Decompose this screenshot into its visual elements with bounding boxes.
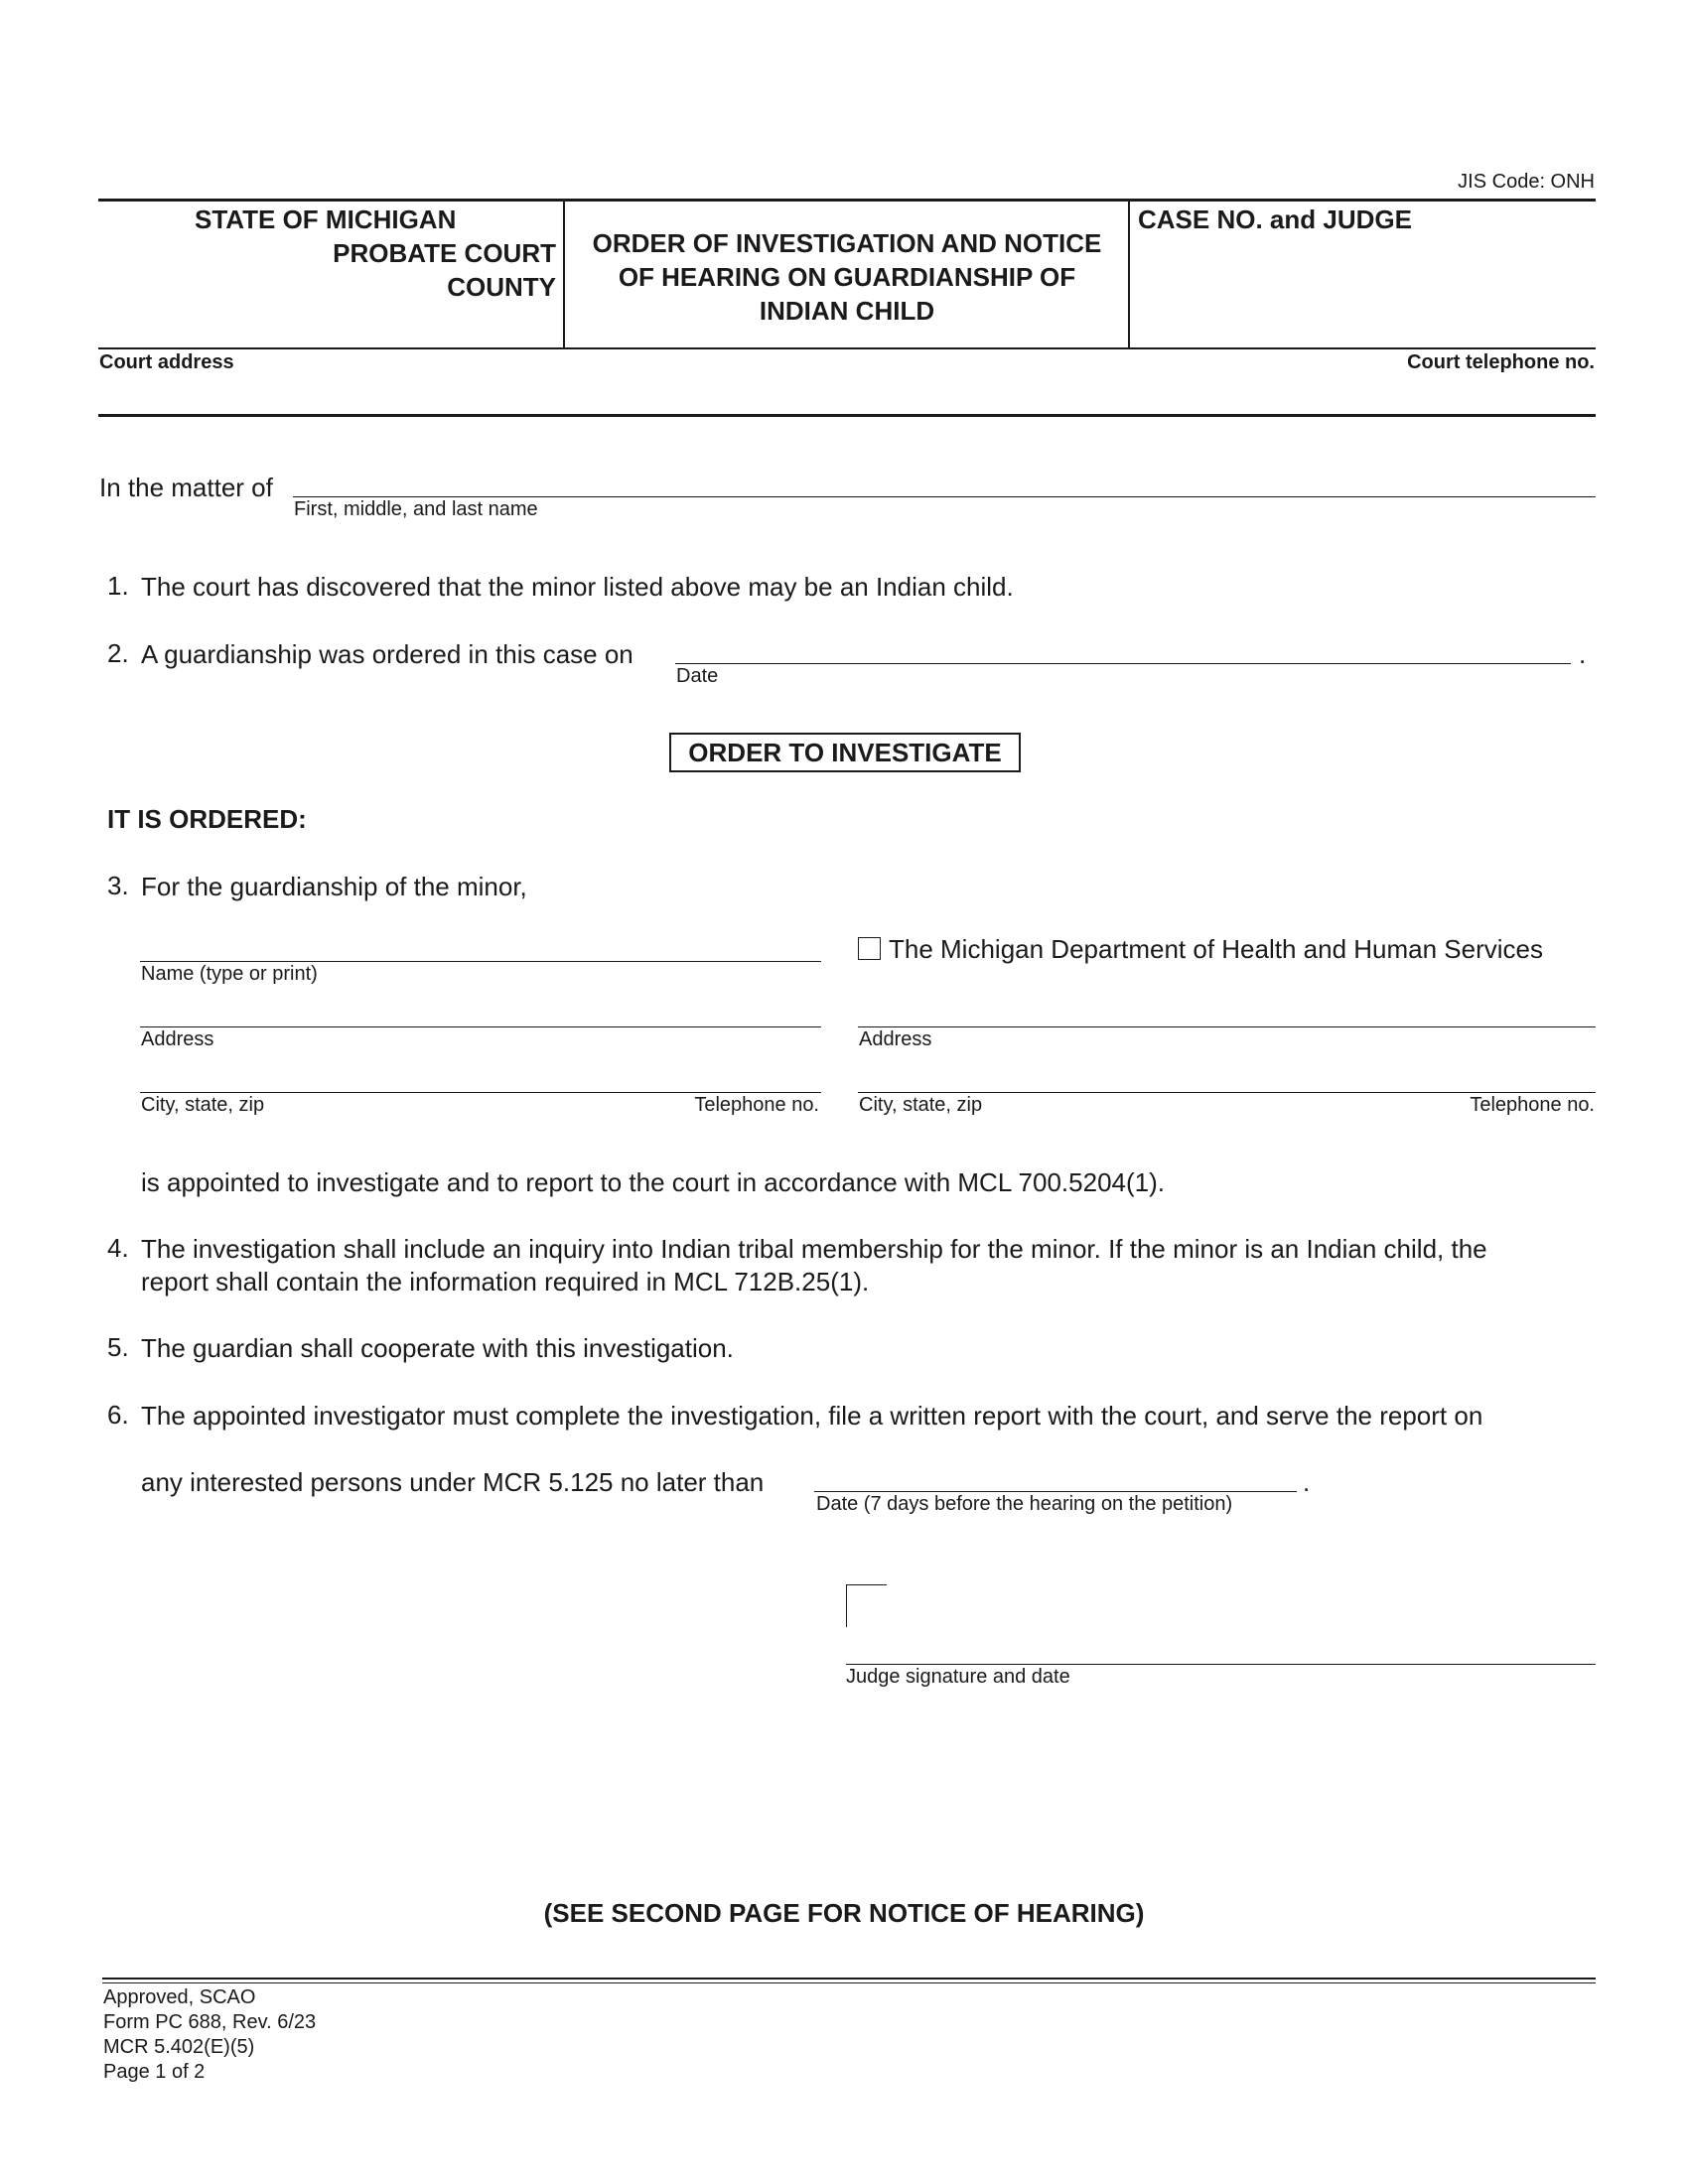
judge-signature-caption: Judge signature and date	[846, 1666, 1070, 1688]
mdhhs-checkbox[interactable]	[858, 937, 881, 960]
see-second-page-note: (SEE SECOND PAGE FOR NOTICE OF HEARING)	[543, 1898, 1145, 1928]
report-date-input[interactable]	[816, 1460, 1297, 1492]
court-phone-input[interactable]	[1311, 379, 1598, 413]
investigator-address-line	[140, 1026, 821, 1027]
investigator-name-caption: Name (type or print)	[141, 963, 318, 985]
case-no-judge-input[interactable]	[1138, 246, 1594, 338]
footer-page-number: Page 1 of 2	[103, 2061, 206, 2083]
item-2-number: 2.	[107, 638, 129, 668]
footer-approved: Approved, SCAO	[103, 1986, 256, 2008]
judge-signature-line[interactable]	[846, 1664, 1596, 1665]
investigator-city-line	[140, 1092, 821, 1093]
mdhhs-city-line	[858, 1092, 1596, 1093]
header-divider-right	[1128, 199, 1130, 349]
item-1-number: 1.	[107, 571, 129, 601]
investigator-phone-input[interactable]	[645, 1061, 820, 1093]
item-1-text: The court has discovered that the minor listed above may be an Indian child.	[141, 572, 1014, 602]
court-phone-label: Court telephone no.	[1407, 351, 1595, 373]
item-3-number: 3.	[107, 871, 129, 900]
county-label: COUNTY	[447, 272, 556, 302]
mdhhs-label: The Michigan Department of Health and Human Services	[889, 934, 1543, 964]
item-6-line-2: any interested persons under MCR 5.125 no later than	[141, 1467, 765, 1497]
investigator-city-caption: City, state, zip	[141, 1094, 265, 1116]
mdhhs-address-line	[858, 1026, 1596, 1027]
court-label: PROBATE COURT	[333, 238, 556, 268]
item-6-line-1: The appointed investigator must complete the investigation, file a written report with the court, and serve the report on	[141, 1401, 1483, 1431]
mdhhs-city-caption: City, state, zip	[859, 1094, 983, 1116]
order-to-investigate-heading: ORDER TO INVESTIGATE	[669, 733, 1021, 772]
case-no-judge-label: CASE NO. and JUDGE	[1138, 205, 1412, 234]
item-6-number: 6.	[107, 1400, 129, 1430]
footer-rule-top	[102, 1978, 1596, 1979]
guardianship-date-caption: Date	[676, 665, 719, 687]
item-2-period: .	[1579, 639, 1587, 669]
item-4-line-1: The investigation shall include an inquiry into Indian tribal membership for the minor. If the minor is an Indian child, the	[141, 1234, 1487, 1264]
jis-code: JIS Code: ONH	[1458, 171, 1595, 193]
investigator-address-input[interactable]	[141, 996, 820, 1027]
footer-form-number: Form PC 688, Rev. 6/23	[103, 2011, 317, 2033]
form-title-line-1: ORDER OF INVESTIGATION AND NOTICE	[592, 228, 1102, 258]
investigator-name-line	[140, 961, 821, 962]
state-label: STATE OF MICHIGAN	[195, 205, 457, 234]
court-address-input[interactable]	[99, 379, 1295, 413]
investigator-city-input[interactable]	[141, 1061, 641, 1093]
matter-caption: First, middle, and last name	[294, 498, 538, 520]
header-bottom-rule	[98, 347, 1596, 349]
mdhhs-phone-caption: Telephone no.	[1470, 1094, 1595, 1116]
it-is-ordered-label: IT IS ORDERED:	[107, 804, 307, 834]
item-6-period: .	[1303, 1467, 1311, 1497]
mdhhs-address-input[interactable]	[860, 996, 1594, 1027]
investigator-address-caption: Address	[141, 1028, 214, 1050]
form-title	[566, 226, 1128, 328]
form-title-line-3: INDIAN CHILD	[759, 296, 935, 326]
item-4-number: 4.	[107, 1233, 129, 1263]
matter-name-input[interactable]	[296, 465, 1591, 496]
item-3-appointed-text: is appointed to investigate and to report to the court in accordance with MCL 700.5204(1).	[141, 1167, 1165, 1197]
signature-corner-mark	[846, 1584, 887, 1627]
mdhhs-address-caption: Address	[859, 1028, 932, 1050]
header-divider-left	[563, 199, 565, 349]
investigator-phone-caption: Telephone no.	[694, 1094, 819, 1116]
court-address-bottom-rule	[98, 414, 1596, 417]
matter-line	[293, 496, 1596, 497]
item-5-text: The guardian shall cooperate with this investigation.	[141, 1333, 734, 1363]
item-4-line-2: report shall contain the information required in MCL 712B.25(1).	[141, 1267, 870, 1297]
item-3-text: For the guardianship of the minor,	[141, 872, 527, 901]
mdhhs-phone-input[interactable]	[1402, 1061, 1595, 1093]
header-top-rule	[98, 199, 1596, 202]
investigator-name-input[interactable]	[141, 930, 820, 962]
report-date-caption: Date (7 days before the hearing on the petition)	[816, 1493, 1233, 1515]
footer-court-rule: MCR 5.402(E)(5)	[103, 2036, 255, 2058]
form-title-line-2: OF HEARING ON GUARDIANSHIP OF	[618, 262, 1076, 292]
footer-block	[103, 1985, 316, 2085]
footer-rule-bottom	[102, 1982, 1596, 1983]
court-address-label: Court address	[99, 351, 234, 373]
report-date-line	[814, 1491, 1297, 1492]
item-5-number: 5.	[107, 1332, 129, 1362]
item-2-text: A guardianship was ordered in this case on	[141, 639, 633, 669]
mdhhs-city-input[interactable]	[860, 1061, 1400, 1093]
guardianship-date-input[interactable]	[679, 633, 1567, 665]
matter-label: In the matter of	[99, 473, 273, 502]
